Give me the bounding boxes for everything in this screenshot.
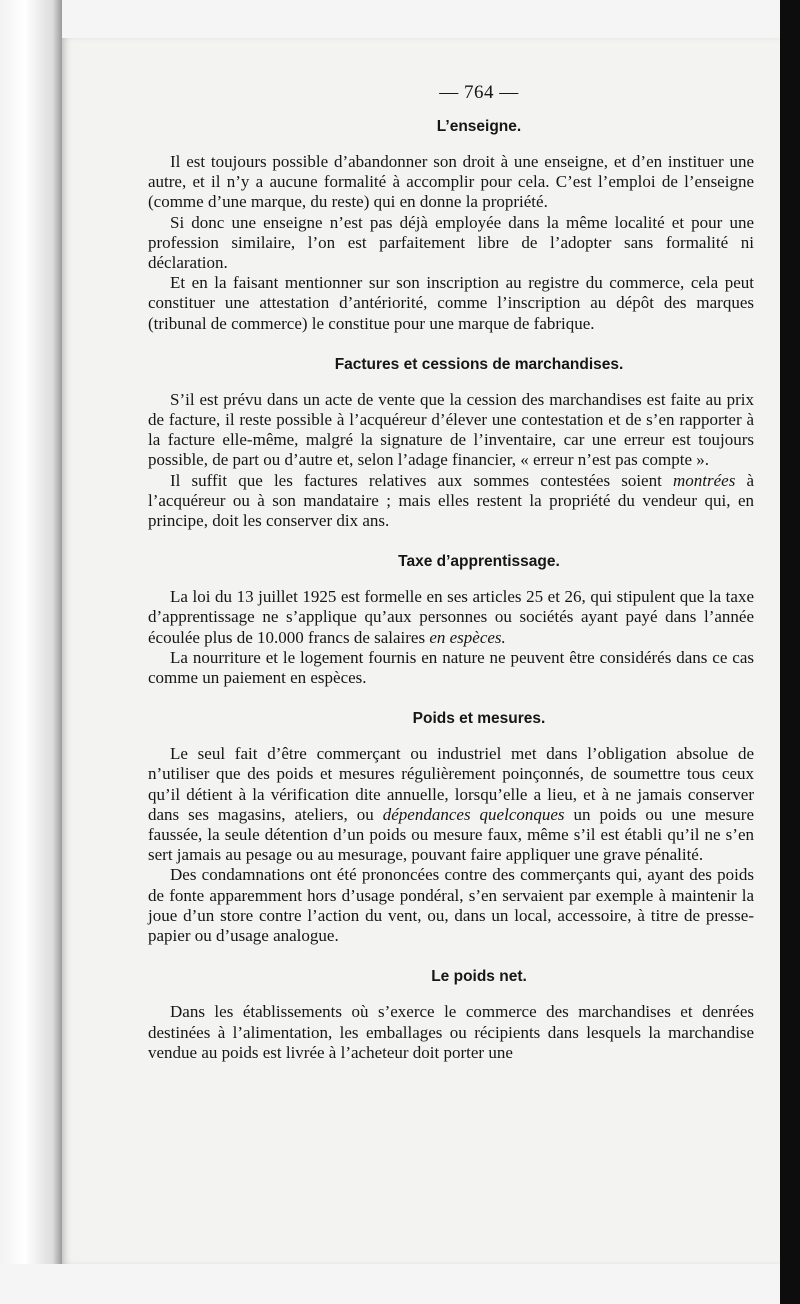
- section-gap: [148, 946, 754, 968]
- section-gap: [148, 334, 754, 356]
- paragraph: [148, 744, 754, 865]
- emphasis-text: en espèces.: [429, 627, 506, 647]
- scan-bottom-margin: [0, 1264, 800, 1304]
- scan-right-edge: [780, 0, 800, 1304]
- paragraph: Des condamnations ont été prononcées contre des commerçants qui, ayant des poids de fonte apparemment hors d’usage pondéral, s’en servaient par exemple à maintenir la joue d’un store contre l’action du vent, ou, dans un local, accessoire, à titre de presse-papier ou d’usage analogue.: [148, 865, 754, 946]
- paragraph: S’il est prévu dans un acte de vente que la cession des marchandises est faite au prix de facture, il reste possible à l’acquéreur d’élever une contestation et de s’en rapporter à la facture elle-même, malgré la signature de l’inventaire, car une erreur est toujours possible, de part ou d’autre et, selon l’adage financier, « erreur n’est pas compte ».: [148, 389, 754, 470]
- page-number: — 764 —: [439, 82, 519, 103]
- section-heading-factures: Factures et cessions de marchandises.: [334, 355, 624, 373]
- paragraph: Dans les établissements où s’exerce le commerce des marchandises et denrées destinées à l’alimentation, les emballages ou récipients dans lesquels la marchandise vendue au poids est livrée à l’acheteur doit porter une: [148, 1002, 754, 1062]
- text-run: Il suffit que les factures relatives aux sommes contestées soient: [170, 470, 673, 490]
- emphasis-text: dépendances quelconques: [382, 804, 565, 824]
- paragraph: [148, 587, 754, 648]
- page-content: [148, 82, 754, 1063]
- text-run: La loi du 13 juillet 1925 est formelle en ses articles 25 et 26, qui stipulent que la taxe d’apprentissage ne s’applique qu’aux personnes ou sociétés ayant payé dans l’année écoulée plus de 10.000 francs de salaires: [148, 587, 754, 647]
- paragraph: Il est toujours possible d’abandonner son droit à une enseigne, et d’en instituer une autre, et il n’y a aucune formalité à accomplir pour cela. C’est l’emploi de l’enseigne (comme d’une marque, du reste) qui en donne la propriété.: [148, 152, 754, 212]
- section-gap: [148, 531, 754, 553]
- section-heading-poids-net: Le poids net.: [431, 968, 527, 986]
- text-run: à l’acquéreur ou à son mandataire ; mais elles restent la propriété du vendeur qui, en principe, doit les conserver dix ans.: [148, 470, 755, 531]
- scan-top-margin: [0, 0, 800, 40]
- section-heading-poids-mesures: Poids et mesures.: [412, 710, 546, 728]
- text-run: Le seul fait d’être commerçant ou industriel met dans l’obligation absolue de n’utiliser que des poids et mesures régulièrement poinçonnés, de soumettre tous ceux qu’il détient à la vérification dite annuelle, lorsqu’elle a lieu, et à ne jamais conserver dans ses magasins, ateliers, ou: [148, 744, 754, 824]
- paragraph: Et en la faisant mentionner sur son inscription au registre du commerce, cela peut constituer une attestation d’antériorité, comme l’inscription au dépôt des marques (tribunal de commerce) le constitue pour une marque de fabrique.: [148, 273, 754, 333]
- emphasis-text: montrées: [672, 470, 736, 490]
- paragraph: La nourriture et le logement fournis en nature ne peuvent être considérés dans ce cas comme un paiement en espèces.: [148, 647, 754, 688]
- document-page: [62, 38, 780, 1264]
- scan-left-margin: [0, 0, 62, 1304]
- section-heading-taxe: Taxe d’apprentissage.: [398, 553, 560, 571]
- section-heading-enseigne: L’enseigne.: [436, 118, 522, 135]
- section-gap: [148, 688, 754, 710]
- paragraph: [148, 471, 754, 532]
- paragraph: Si donc une enseigne n’est pas déjà employée dans la même localité et pour une profession similaire, l’on est parfaitement libre de l’adopter sans formalité ni déclaration.: [148, 212, 754, 273]
- text-run: un poids ou une mesure faussée, la seule détention d’un poids ou mesure faux, même s’il est établi qu’il ne s’en sert jamais au pesage ou au mesurage, pouvant faire appliquer une grave pénalité.: [148, 804, 754, 865]
